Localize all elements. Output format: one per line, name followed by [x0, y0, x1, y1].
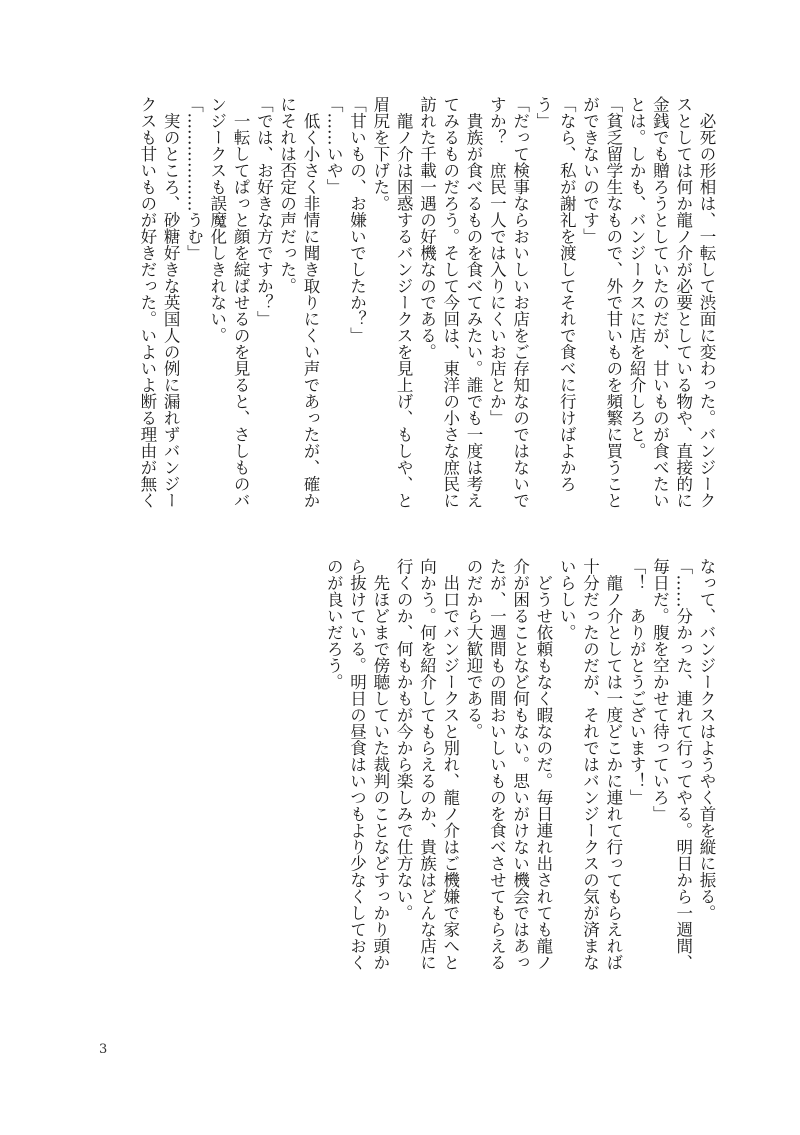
text-line: てみるものだろう。そして今回は、東洋の小さな庶民に — [440, 96, 460, 509]
text-line: なって、バンジークスはようやく首を縦に振る。 — [697, 558, 716, 921]
text-line: たが、一週間もの間おいしいものを食べさせてもらえる — [487, 558, 507, 971]
text-line: にそれは否定の声だった。 — [277, 96, 297, 294]
text-line: 低く小さく非情に聞き取りにくい声であったが、確か — [300, 96, 320, 509]
text-line: 行くのか、何もかもが今から楽しみで仕方ない。 — [394, 558, 414, 921]
text-line: ンジークスも誤魔化しきれない。 — [207, 96, 227, 344]
text-line: う」 — [533, 96, 553, 129]
text-line: 必死の形相は、一転して渋面に変わった。バンジーク — [697, 96, 716, 509]
text-line: 「なら、私が謝礼を渡してそれで食べに行けばよかろ — [557, 96, 577, 492]
text-line: どうせ依頼もなく暇なのだ。毎日連れ出されても龍ノ — [533, 558, 553, 971]
text-line: 貴族が食べるものを食べてみたい。誰でも一度は考え — [464, 96, 484, 509]
text-line: 龍ノ介は困惑するバンジークスを見上げ、もしや、と — [394, 96, 414, 509]
text-line: 実のところ、砂糖好きな英国人の例に漏れずバンジー — [161, 96, 181, 509]
text-line: のだから大歓迎である。 — [464, 558, 484, 740]
text-line: 「……いや」 — [324, 96, 344, 195]
text-line: 「では、お好きな方ですか？」 — [254, 96, 274, 327]
text-line: 「甘いもの、お嫌いでしたか？」 — [347, 96, 367, 344]
text-line: 眉尻を下げた。 — [370, 96, 390, 212]
text-line: クスも甘いものが好きだった。いよいよ断る理由が無く — [137, 96, 157, 509]
text-line: いらしい。 — [557, 558, 577, 641]
text-line: 訪れた千載一遇の好機なのである。 — [417, 96, 437, 360]
text-line: 龍ノ介としては一度どこかに連れて行ってもらえれば — [603, 558, 623, 971]
text-line: 十分だったのだが、それではバンジークスの気が済まな — [580, 558, 600, 971]
text-line: スとしては何か龍ノ介が必要としている物や、直接的に — [673, 96, 693, 509]
text-line: 「！ ありがとうございます！」 — [627, 558, 647, 806]
text-line: 先ほどまで傍聴していた裁判のことなどすっかり頭か — [370, 558, 390, 971]
text-line: すか？ 庶民一人では入りにくいお店とか」 — [487, 96, 507, 426]
text-line: のが良いだろう。 — [324, 558, 344, 690]
text-line: 一転してぱっと顔を綻ばせるのを見ると、さしものバ — [231, 96, 251, 509]
text-line: 「……分かった、連れて行ってやる。明日から一週間、 — [673, 558, 693, 971]
text-line: 出口でバンジークスと別れ、龍ノ介はご機嫌で家へと — [440, 558, 460, 971]
text-block-upper — [18, 96, 718, 516]
text-line: 「だって検事ならおいしいお店をご存知なのではないで — [510, 96, 530, 509]
text-block-lower — [278, 558, 718, 1018]
text-line: 「貧乏留学生なもので、外で甘いものを頻繁に買うこと — [603, 96, 623, 509]
text-line: 介が困ることなど何もない。思いがけない機会ではあっ — [510, 558, 530, 971]
page-number: 3 — [99, 1042, 108, 1057]
text-line: ら抜けている。明日の昼食はいつもより少なくしておく — [347, 558, 367, 971]
text-line: 向かう。何を紹介してもらえるのか、貴族はどんな店に — [417, 558, 437, 971]
text-line: ができないのです」 — [580, 96, 600, 245]
text-line: 毎日だ。腹を空かせて待っていろ」 — [650, 558, 670, 822]
text-line: 金銭でも贈ろうとしていたのだが、甘いものが食べたい — [650, 96, 670, 509]
text-line: 「………………うむ」 — [184, 96, 204, 261]
text-line: とは。しかも、バンジークスに店を紹介しろと。 — [627, 96, 647, 459]
